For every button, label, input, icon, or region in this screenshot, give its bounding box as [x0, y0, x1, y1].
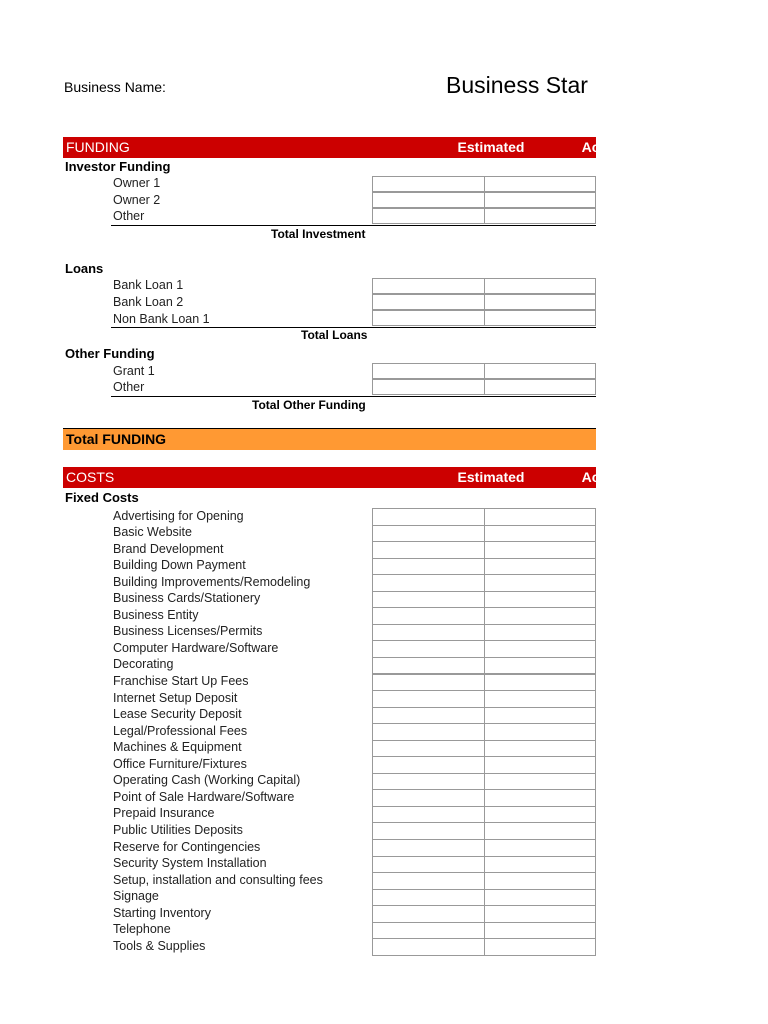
funding-actual-header: Actual [581, 139, 625, 155]
fixed-cost-label: Public Utilities Deposits [113, 822, 243, 837]
row-label: Non Bank Loan 1 [113, 312, 210, 326]
funding-title: FUNDING [66, 139, 130, 155]
other-funding-actual-cell[interactable] [484, 379, 596, 395]
fixed-cost-estimated-cell[interactable] [372, 541, 485, 559]
fixed-cost-estimated-cell[interactable] [372, 889, 485, 907]
costs-estimated-header: Estimated [457, 469, 525, 485]
bank-loan1-estimated-cell[interactable] [372, 278, 485, 294]
row-label: Other [113, 209, 145, 223]
fixed-cost-estimated-cell[interactable] [372, 806, 485, 824]
fixed-cost-label: Tools & Supplies [113, 938, 206, 953]
fixed-cost-estimated-cell[interactable] [372, 773, 485, 791]
fixed-cost-actual-cell[interactable] [484, 806, 596, 824]
fixed-cost-actual-cell[interactable] [484, 872, 596, 890]
fixed-cost-label: Office Furniture/Fixtures [113, 756, 247, 771]
fixed-cost-actual-cell[interactable] [484, 856, 596, 874]
fixed-cost-label: Business Entity [113, 607, 199, 622]
total-investment-label: Total Investment [271, 227, 366, 241]
fixed-cost-label: Starting Inventory [113, 905, 211, 920]
fixed-cost-estimated-cell[interactable] [372, 756, 485, 774]
page-title: Business Star [446, 72, 588, 98]
fixed-cost-estimated-cell[interactable] [372, 938, 485, 956]
fixed-cost-estimated-cell[interactable] [372, 591, 485, 609]
fixed-cost-estimated-cell[interactable] [372, 558, 485, 576]
fixed-cost-estimated-cell[interactable] [372, 674, 485, 692]
other-funding-underline [111, 396, 596, 397]
fixed-cost-actual-cell[interactable] [484, 574, 596, 592]
funding-header-band [63, 137, 625, 158]
fixed-cost-actual-cell[interactable] [484, 525, 596, 543]
row-label: Grant 1 [113, 364, 155, 378]
fixed-cost-estimated-cell[interactable] [372, 607, 485, 625]
fixed-cost-label: Machines & Equipment [113, 740, 242, 755]
fixed-cost-actual-cell[interactable] [484, 591, 596, 609]
fixed-cost-label: Lease Security Deposit [113, 707, 242, 722]
fixed-cost-label: Reserve for Contingencies [113, 839, 261, 854]
fixed-cost-estimated-cell[interactable] [372, 789, 485, 807]
fixed-cost-label: Brand Development [113, 541, 224, 556]
fixed-cost-actual-cell[interactable] [484, 541, 596, 559]
other-funding-heading: Other Funding [65, 346, 155, 361]
loans-heading: Loans [65, 261, 104, 276]
fixed-cost-label: Decorating [113, 657, 174, 672]
fixed-cost-actual-cell[interactable] [484, 938, 596, 956]
fixed-cost-actual-cell[interactable] [484, 839, 596, 857]
fixed-cost-actual-cell[interactable] [484, 723, 596, 741]
fixed-cost-label: Internet Setup Deposit [113, 690, 238, 705]
owner1-estimated-cell[interactable] [372, 176, 485, 192]
row-label: Owner 2 [113, 193, 161, 207]
fixed-cost-actual-cell[interactable] [484, 922, 596, 940]
grant1-actual-cell[interactable] [484, 363, 596, 379]
bank-loan1-actual-cell[interactable] [484, 278, 596, 294]
fixed-cost-label: Business Cards/Stationery [113, 591, 261, 606]
fixed-cost-estimated-cell[interactable] [372, 624, 485, 642]
fixed-cost-actual-cell[interactable] [484, 607, 596, 625]
fixed-cost-estimated-cell[interactable] [372, 690, 485, 708]
funding-estimated-header: Estimated [457, 139, 525, 155]
business-name-label: Business Name: [64, 79, 166, 95]
row-label: Owner 1 [113, 176, 161, 190]
total-funding-label: Total FUNDING [66, 431, 167, 447]
fixed-cost-label: Operating Cash (Working Capital) [113, 773, 301, 788]
total-funding-band [63, 428, 596, 450]
fixed-cost-actual-cell[interactable] [484, 789, 596, 807]
total-other-funding-label: Total Other Funding [252, 398, 366, 412]
investor-funding-heading: Investor Funding [65, 159, 171, 174]
fixed-cost-label: Building Down Payment [113, 558, 246, 573]
fixed-cost-estimated-cell[interactable] [372, 822, 485, 840]
fixed-costs-heading: Fixed Costs [65, 490, 139, 505]
fixed-cost-actual-cell[interactable] [484, 773, 596, 791]
fixed-cost-estimated-cell[interactable] [372, 508, 485, 526]
owner2-estimated-cell[interactable] [372, 192, 485, 208]
fixed-cost-actual-cell[interactable] [484, 905, 596, 923]
row-label: Bank Loan 1 [113, 278, 184, 292]
fixed-cost-actual-cell[interactable] [484, 740, 596, 758]
costs-title: COSTS [66, 469, 115, 485]
fixed-cost-estimated-cell[interactable] [372, 922, 485, 940]
fixed-cost-actual-cell[interactable] [484, 822, 596, 840]
fixed-cost-estimated-cell[interactable] [372, 707, 485, 725]
fixed-cost-estimated-cell[interactable] [372, 657, 485, 675]
fixed-cost-estimated-cell[interactable] [372, 856, 485, 874]
fixed-cost-actual-cell[interactable] [484, 674, 596, 692]
fixed-cost-label: Legal/Professional Fees [113, 723, 248, 738]
investor-underline [111, 225, 596, 226]
investor-other-actual-cell[interactable] [484, 208, 596, 224]
fixed-cost-label: Computer Hardware/Software [113, 640, 279, 655]
fixed-cost-actual-cell[interactable] [484, 558, 596, 576]
fixed-cost-actual-cell[interactable] [484, 657, 596, 675]
fixed-cost-estimated-cell[interactable] [372, 839, 485, 857]
total-loans-label: Total Loans [301, 328, 368, 342]
row-label: Bank Loan 2 [113, 295, 184, 309]
fixed-cost-label: Security System Installation [113, 856, 267, 871]
fixed-cost-estimated-cell[interactable] [372, 574, 485, 592]
fixed-cost-label: Building Improvements/Remodeling [113, 574, 311, 589]
fixed-cost-estimated-cell[interactable] [372, 723, 485, 741]
bank-loan2-actual-cell[interactable] [484, 294, 596, 310]
fixed-cost-label: Prepaid Insurance [113, 806, 215, 821]
fixed-cost-label: Telephone [113, 922, 171, 937]
fixed-cost-estimated-cell[interactable] [372, 740, 485, 758]
fixed-cost-actual-cell[interactable] [484, 508, 596, 526]
fixed-cost-label: Point of Sale Hardware/Software [113, 789, 295, 804]
fixed-cost-actual-cell[interactable] [484, 640, 596, 658]
fixed-cost-estimated-cell[interactable] [372, 872, 485, 890]
bank-loan2-estimated-cell[interactable] [372, 294, 485, 310]
fixed-cost-label: Setup, installation and consulting fees [113, 872, 323, 887]
non-bank-loan1-estimated-cell[interactable] [372, 310, 485, 326]
row-label: Other [113, 380, 145, 394]
fixed-cost-actual-cell[interactable] [484, 624, 596, 642]
fixed-cost-estimated-cell[interactable] [372, 640, 485, 658]
fixed-cost-label: Signage [113, 889, 159, 904]
fixed-cost-estimated-cell[interactable] [372, 905, 485, 923]
owner2-actual-cell[interactable] [484, 192, 596, 208]
fixed-cost-actual-cell[interactable] [484, 756, 596, 774]
grant1-estimated-cell[interactable] [372, 363, 485, 379]
fixed-cost-label: Basic Website [113, 525, 192, 540]
fixed-cost-actual-cell[interactable] [484, 707, 596, 725]
investor-other-estimated-cell[interactable] [372, 208, 485, 224]
costs-header-band [63, 467, 625, 488]
costs-actual-header: Actual [581, 469, 625, 485]
fixed-cost-label: Advertising for Opening [113, 508, 244, 523]
fixed-cost-actual-cell[interactable] [484, 889, 596, 907]
fixed-cost-actual-cell[interactable] [484, 690, 596, 708]
fixed-cost-label: Business Licenses/Permits [113, 624, 263, 639]
non-bank-loan1-actual-cell[interactable] [484, 310, 596, 326]
fixed-cost-label: Franchise Start Up Fees [113, 674, 249, 688]
fixed-cost-estimated-cell[interactable] [372, 525, 485, 543]
owner1-actual-cell[interactable] [484, 176, 596, 192]
other-funding-estimated-cell[interactable] [372, 379, 485, 395]
